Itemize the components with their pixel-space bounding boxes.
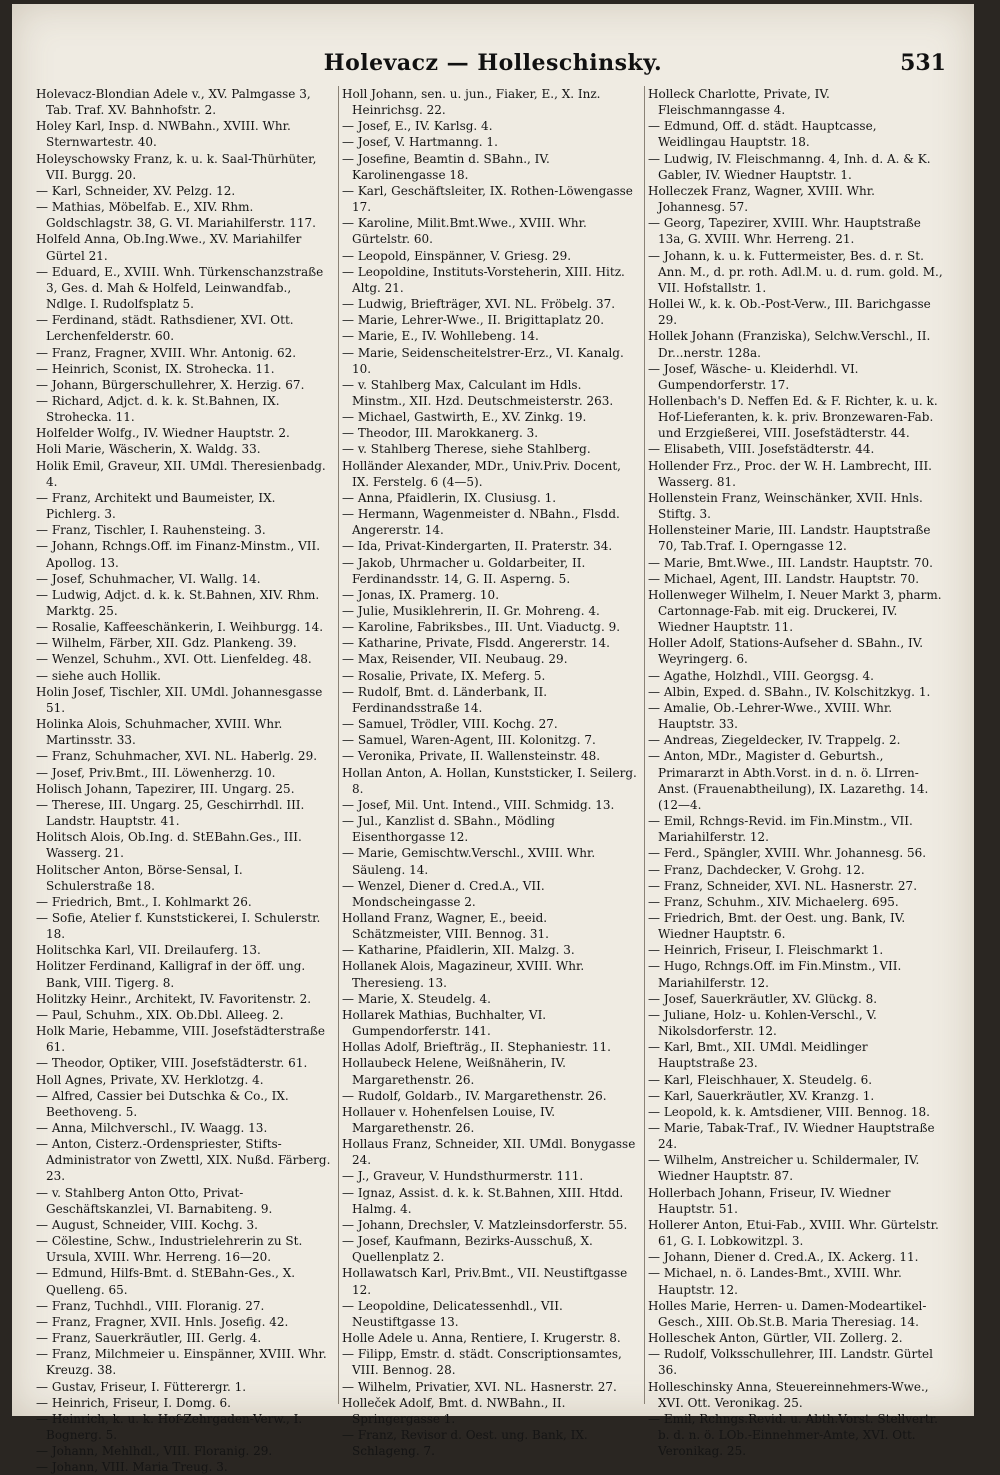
page-title: Holevacz — Holleschinsky.: [323, 50, 663, 76]
directory-entry: Holfeld Anna, Ob.Ing.Wwe., XV. Mariahilfer Gürtel 21.: [36, 232, 302, 263]
directory-entry: — Franz, Architekt und Baumeister, IX. Pichlerg. 3.: [36, 490, 276, 522]
directory-entry: Hollan Anton, A. Hollan, Kunststicker, I. Seilerg. 8.: [342, 765, 637, 796]
directory-entry: — Michael, Gastwirth, E., XV. Zinkg. 19.: [342, 410, 587, 425]
directory-entry: — Johann, Diener d. Cred.A., IX. Ackerg. 11.: [648, 1250, 919, 1265]
directory-entry: Holinka Alois, Schuhmacher, XVIII. Whr. Martinsstr. 33.: [36, 717, 283, 748]
directory-entry: Holey Karl, Insp. d. NWBahn., XVIII. Whr. Sternwartestr. 40.: [36, 119, 291, 150]
directory-entry: — Josef, Sauerkräutler, XV. Glückg. 8.: [648, 991, 878, 1006]
directory-entry: Holitsch Alois, Ob.Ing. d. StEBahn.Ges., III. Wasserg. 21.: [36, 830, 302, 861]
directory-entry: — Mathias, Möbelfab. E., XIV. Rhm. Goldschlagstr. 38, G. VI. Mariahilferstr. 117.: [36, 200, 316, 231]
page-number: 531: [900, 50, 946, 76]
directory-entry: — Johann, Drechsler, V. Matzleinsdorferstr. 55.: [342, 1217, 628, 1232]
page-header: [12, 50, 974, 80]
directory-entry: — Leopoldine, Delicatessenhdl., VII. Neustiftgasse 13.: [342, 1298, 563, 1329]
directory-entry: — Wilhelm, Privatier, XVI. NL. Hasnerstr. 27.: [342, 1379, 617, 1394]
directory-entry: — Johann, Bürgerschullehrer, X. Herzig. 67.: [36, 377, 305, 392]
directory-entry: Hollenstein Franz, Weinschänker, XVII. Hnls. Stiftg. 3.: [648, 490, 923, 522]
directory-entry: — Karoline, Milit.Bmt.Wwe., XVIII. Whr. Gürtelstr. 60.: [342, 216, 587, 247]
directory-entry: — Amalie, Ob.-Lehrer-Wwe., XVIII. Whr. Hauptstr. 33.: [648, 700, 893, 732]
directory-entry: — Leopold, Einspänner, V. Griesg. 29.: [342, 248, 572, 263]
directory-entry: — J., Graveur, V. Hundsthurmerstr. 111.: [342, 1169, 584, 1184]
directory-entry: — Franz, Tuchhdl., VIII. Floranig. 27.: [36, 1298, 265, 1313]
directory-entry: — Jul., Kanzlist d. SBahn., Mödling Eisenthorgasse 12.: [342, 814, 555, 845]
directory-entry: Holevacz-Blondian Adele v., XV. Palmgasse 3, Tab. Traf. XV. Bahnhofstr. 2.: [36, 87, 311, 118]
directory-entry: Holleczek Franz, Wagner, XVIII. Whr. Johannesg. 57.: [648, 183, 875, 215]
directory-entry: — Heinrich, Sconist, IX. Strohecka. 11.: [36, 361, 275, 376]
directory-entry: — Heinrich, k. u. k. Hof-Zehrgaden-Verw., I. Bognerg. 5.: [36, 1411, 303, 1442]
directory-entry: — Johann, VIII. Maria Treug. 3.: [36, 1460, 228, 1475]
directory-entry: Holik Emil, Graveur, XII. UMdl. Theresienbadg. 4.: [36, 458, 326, 489]
directory-entry: — Anton, Cisterz.-Ordenspriester, Stifts-Administrator von Zwettl, XIX. Nußd. Färberg. 23.: [36, 1137, 331, 1184]
directory-entry: — Josef, Priv.Bmt., III. Löwenherzg. 10.: [36, 765, 276, 780]
directory-entry: Holleschek Anton, Gürtler, VII. Zollerg. 2.: [648, 1331, 903, 1346]
directory-entry: — Albin, Exped. d. SBahn., IV. Kolschitzkyg. 1.: [648, 684, 931, 699]
directory-entry: Holle Adele u. Anna, Rentiere, I. Krugerstr. 8.: [342, 1331, 621, 1346]
directory-entry: — Julie, Musiklehrerin, II. Gr. Mohreng. 4.: [342, 604, 600, 618]
directory-entry: Holleschinsky Anna, Steuereinnehmers-Wwe., XVI. Ott. Veronikag. 25.: [648, 1379, 929, 1410]
directory-entry: Hollenbach's D. Neffen Ed. & F. Richter, k. u. k. Hof-Lieferanten, k. k. priv. Bronzewaren-Fab. und Erzgießerei, VIII. Josefstädterstr. 44.: [648, 393, 938, 441]
directory-entry: — Samuel, Waren-Agent, III. Kolonitzg. 7.: [342, 733, 596, 748]
directory-entry: — Alfred, Cassier bei Dutschka & Co., IX. Beethoveng. 5.: [36, 1088, 289, 1119]
directory-entry: Hollanek Alois, Magazineur, XVIII. Whr. Theresieng. 13.: [342, 959, 585, 990]
directory-entry: Holin Josef, Tischler, XII. UMdl. Johannesgasse 51.: [36, 684, 323, 715]
directory-entry: — Franz, Schneider, XVI. NL. Hasnerstr. 27.: [648, 878, 918, 893]
directory-entry: — Ignaz, Assist. d. k. k. St.Bahnen, XIII. Htdd. Halmg. 4.: [342, 1185, 624, 1216]
directory-entry: — Leopold, k. k. Amtsdiener, VIII. Bennog. 18.: [648, 1104, 930, 1119]
directory-entry: — v. Stahlberg Therese, siehe Stahlberg.: [342, 442, 591, 457]
directory-entry: Holitscher Anton, Börse-Sensal, I. Schulerstraße 18.: [36, 862, 243, 893]
directory-entry: — Johann, Mehlhdl., VIII. Floranig. 29.: [36, 1444, 273, 1459]
directory-entry: — Anna, Pfaidlerin, IX. Clusiusg. 1.: [342, 490, 557, 505]
directory-entry: — Georg, Tapezirer, XVIII. Whr. Hauptstraße 13a, G. XVIII. Whr. Herreng. 21.: [648, 216, 921, 247]
directory-entry: — Emil, Rchngs.Revid. u. Abth.Vorst. Stellvertr. b. d. n. ö. LOb.-Einnehmer-Amte, XVI. Ott. Veronikag. 25.: [648, 1411, 938, 1459]
directory-entry: — Anna, Milchverschl., IV. Waagg. 13.: [36, 1121, 268, 1135]
directory-entry: — Wenzel, Schuhm., XVI. Ott. Lienfeldeg. 48.: [36, 652, 312, 667]
directory-entry: Holl Agnes, Private, XV. Herklotzg. 4.: [36, 1072, 264, 1087]
directory-entry: — Rudolf, Volksschullehrer, III. Landstr. Gürtel 36.: [648, 1347, 933, 1378]
directory-entry: Hollauer v. Hohenfelsen Louise, IV. Margarethenstr. 26.: [342, 1104, 556, 1135]
directory-entry: — Jakob, Uhrmacher u. Goldarbeiter, II. Ferdinandsstr. 14, G. II. Asperng. 5.: [342, 555, 586, 586]
directory-entry: — Franz, Sauerkräutler, III. Gerlg. 4.: [36, 1331, 262, 1346]
directory-entry: — Agathe, Holzhdl., VIII. Georgsg. 4.: [648, 668, 874, 683]
directory-entry: Holländer Alexander, MDr., Univ.Priv. Docent, IX. Ferstelg. 6 (4—5).: [342, 458, 621, 489]
directory-entry: — Friedrich, Bmt., I. Kohlmarkt 26.: [36, 894, 252, 909]
directory-entry: — Josef, Kaufmann, Bezirks-Ausschuß, X. Quellenplatz 2.: [342, 1234, 593, 1265]
directory-entry: Hollaus Franz, Schneider, XII. UMdl. Bonygasse 24.: [342, 1137, 636, 1168]
directory-entry: Holeyschowsky Franz, k. u. k. Saal-Thürhüter, VII. Burgg. 20.: [36, 151, 317, 182]
directory-entry: — Franz, Tischler, I. Rauhensteing. 3.: [36, 523, 266, 538]
directory-entry: — Franz, Dachdecker, V. Grohg. 12.: [648, 862, 865, 877]
directory-entry: — Filipp, Emstr. d. städt. Conscriptionsamtes, VIII. Bennog. 28.: [342, 1347, 622, 1378]
directory-entry: — Wenzel, Diener d. Cred.A., VII. Mondscheingasse 2.: [342, 878, 545, 909]
directory-entry: Hollei W., k. k. Ob.-Post-Verw., III. Barichgasse 29.: [648, 297, 931, 328]
directory-entry: — Leopoldine, Instituts-Vorsteherin, XIII. Hitz. Altg. 21.: [342, 264, 625, 295]
directory-entry: — Edmund, Hilfs-Bmt. d. StEBahn-Ges., X. Quelleng. 65.: [36, 1266, 296, 1297]
directory-entry: Holles Marie, Herren- u. Damen-Modeartikel-Gesch., XIII. Ob.St.B. Maria Theresiag. 14.: [648, 1298, 927, 1329]
directory-entry: — Katharine, Private, Flsdd. Angererstr. 14.: [342, 636, 610, 651]
directory-entry: Holitzky Heinr., Architekt, IV. Favoritenstr. 2.: [36, 991, 312, 1006]
directory-entry: Hollaubeck Helene, Weißnäherin, IV. Margarethenstr. 26.: [342, 1056, 566, 1087]
directory-entry: — Karl, Bmt., XII. UMdl. Meidlinger Hauptstraße 23.: [648, 1040, 868, 1071]
directory-entry: — Juliane, Holz- u. Kohlen-Verschl., V. Nikolsdorferstr. 12.: [648, 1007, 877, 1039]
directory-entry: — Ludwig, Adjct. d. k. k. St.Bahnen, XIV. Rhm. Marktg. 25.: [36, 587, 320, 618]
directory-entry: — Rosalie, Kaffeeschänkerin, I. Weihburgg. 14.: [36, 620, 324, 635]
directory-entry: — Wilhelm, Färber, XII. Gdz. Plankeng. 39.: [36, 636, 297, 651]
column-2: [342, 86, 638, 1459]
directory-entry: — Johann, Rchngs.Off. im Finanz-Minstm., VII. Apollog. 13.: [36, 539, 321, 570]
directory-entry: — Theodor, Optiker, VIII. Josefstädterstr. 61.: [36, 1056, 308, 1071]
directory-entry: — Josef, E., IV. Karlsg. 4.: [342, 119, 493, 134]
directory-entry: Holfelder Wolfg., IV. Wiedner Hauptstr. 2.: [36, 426, 290, 441]
directory-entry: — Marie, Tabak-Traf., IV. Wiedner Hauptstraße 24.: [648, 1121, 935, 1152]
column-1: [36, 86, 332, 1475]
directory-entry: — Michael, n. ö. Landes-Bmt., XVIII. Whr. Hauptstr. 12.: [648, 1266, 902, 1297]
directory-entry: — Josef, Wäsche- u. Kleiderhdl. VI. Gumpendorferstr. 17.: [648, 361, 859, 392]
directory-entry: — Edmund, Off. d. städt. Hauptcasse, Weidlingau Hauptstr. 18.: [648, 119, 877, 150]
column-3: [648, 86, 944, 1459]
directory-entry: — Ida, Privat-Kindergarten, II. Praterstr. 34.: [342, 539, 613, 554]
directory-entry: — Ludwig, IV. Fleischmanng. 4, Inh. d. A. & K. Gabler, IV. Wiedner Hauptstr. 1.: [648, 151, 931, 182]
directory-entry: — Samuel, Trödler, VIII. Kochg. 27.: [342, 717, 558, 732]
directory-entry: — Ferd., Spängler, XVIII. Whr. Johannesg. 56.: [648, 846, 927, 861]
directory-entry: — Richard, Adjct. d. k. k. St.Bahnen, IX. Strohecka. 11.: [36, 393, 280, 425]
directory-entry: — Michael, Agent, III. Landstr. Hauptstr. 70.: [648, 571, 920, 586]
directory-entry: — Ludwig, Briefträger, XVI. NL. Fröbelg. 37.: [342, 297, 616, 312]
directory-entry: — Heinrich, Friseur, I. Fleischmarkt 1.: [648, 943, 884, 958]
directory-entry: — Marie, Seidenscheitelstrer-Erz., VI. Kanalg. 10.: [342, 345, 624, 376]
directory-entry: Hollarek Mathias, Buchhalter, VI. Gumpendorferstr. 141.: [342, 1007, 547, 1039]
directory-entry: — Cölestine, Schw., Industrielehrerin zu St. Ursula, XVIII. Whr. Herreng. 16—20.: [36, 1234, 303, 1265]
directory-entry: Holl Johann, sen. u. jun., Fiaker, E., X. Inz. Heinrichsg. 22.: [342, 87, 601, 118]
directory-entry: — Wilhelm, Anstreicher u. Schildermaler, IV. Wiedner Hauptstr. 87.: [648, 1153, 920, 1184]
directory-entry: — Rudolf, Goldarb., IV. Margarethenstr. 26.: [342, 1088, 607, 1103]
directory-entry: — Franz, Fragner, XVIII. Whr. Antonig. 62.: [36, 345, 297, 360]
directory-entry: — Therese, III. Ungarg. 25, Geschirrhdl. III. Landstr. Hauptstr. 41.: [36, 797, 305, 829]
directory-entry: — Karl, Schneider, XV. Pelzg. 12.: [36, 183, 236, 198]
directory-entry: — Josef, Mil. Unt. Intend., VIII. Schmidg. 13.: [342, 797, 615, 812]
directory-entry: — Franz, Revisor d. Oest. ung. Bank, IX. Schlageng. 7.: [342, 1427, 588, 1459]
directory-entry: — Marie, Bmt.Wwe., III. Landstr. Hauptstr. 70.: [648, 555, 933, 570]
directory-entry: — Josefine, Beamtin d. SBahn., IV. Karolinengasse 18.: [342, 151, 550, 182]
directory-entry: — Josef, V. Hartmanng. 1.: [342, 135, 498, 150]
directory-entry: — Marie, Gemischtw.Verschl., XVIII. Whr. Säuleng. 14.: [342, 846, 596, 877]
directory-entry: Holler Adolf, Stations-Aufseher d. SBahn., IV. Weyringerg. 6.: [648, 636, 924, 667]
directory-entry: — Karl, Fleischhauer, X. Steudelg. 6.: [648, 1072, 873, 1087]
directory-entry: — v. Stahlberg Anton Otto, Privat-Geschäftskanzlei, VI. Barnabiteng. 9.: [36, 1185, 273, 1216]
directory-entry: — August, Schneider, VIII. Kochg. 3.: [36, 1217, 258, 1232]
column-divider: [644, 86, 645, 1404]
directory-entry: — Franz, Schuhm., XIV. Michaelerg. 695.: [648, 894, 899, 909]
directory-entry: Holisch Johann, Tapezirer, III. Ungarg. 25.: [36, 781, 295, 796]
directory-entry: — Ferdinand, städt. Rathsdiener, XVI. Ott. Lerchenfelderstr. 60.: [36, 313, 294, 344]
directory-entry: Holitschka Karl, VII. Dreilauferg. 13.: [36, 943, 261, 958]
directory-entry: — Katharine, Pfaidlerin, XII. Malzg. 3.: [342, 943, 575, 958]
directory-entry: Hollerbach Johann, Friseur, IV. Wiedner Hauptstr. 51.: [648, 1185, 891, 1216]
directory-entry: — Marie, E., IV. Wohllebeng. 14.: [342, 329, 539, 344]
directory-entry: — Karl, Geschäftsleiter, IX. Rothen-Löwengasse 17.: [342, 183, 633, 215]
directory-entry: — Hugo, Rchngs.Off. im Fin.Minstm., VII. Mariahilferstr. 12.: [648, 959, 902, 990]
column-divider: [338, 86, 339, 1404]
directory-entry: Hollender Frz., Proc. der W. H. Lambrecht, III. Wasserg. 81.: [648, 458, 932, 489]
directory-entry: Holleck Charlotte, Private, IV. Fleischmanngasse 4.: [648, 87, 830, 118]
directory-entry: — Rudolf, Bmt. d. Länderbank, II. Ferdinandsstraße 14.: [342, 684, 548, 715]
directory-entry: — Franz, Fragner, XVII. Hnls. Josefig. 42.: [36, 1314, 289, 1329]
directory-entry: — Emil, Rchngs-Revid. im Fin.Minstm., VII. Mariahilferstr. 12.: [648, 814, 913, 845]
directory-entry: — Max, Reisender, VII. Neubaug. 29.: [342, 652, 568, 667]
directory-entry: Holleček Adolf, Bmt. d. NWBahn., II. Springergasse 1.: [342, 1395, 566, 1426]
directory-entry: — Heinrich, Friseur, I. Domg. 6.: [36, 1395, 231, 1410]
directory-entry: — Theodor, III. Marokkanerg. 3.: [342, 426, 539, 441]
directory-entry: — Gustav, Friseur, I. Fütterergr. 1.: [36, 1379, 247, 1394]
directory-entry: — Johann, k. u. k. Futtermeister, Bes. d. r. St. Ann. M., d. pr. roth. Adl.M. u. d. rum. gold. M., VII. Hofstallstr. 1.: [648, 248, 943, 295]
directory-entry: — Karoline, Fabriksbes., III. Unt. Viaductg. 9.: [342, 620, 621, 635]
directory-entry: Hollek Johann (Franziska), Selchw.Verschl., II. Dr...nerstr. 128a.: [648, 329, 931, 360]
directory-entry: — Marie, X. Steudelg. 4.: [342, 991, 491, 1006]
directory-entry: — Karl, Sauerkräutler, XV. Kranzg. 1.: [648, 1088, 875, 1103]
directory-page: [12, 4, 974, 1475]
directory-entry: — Josef, Schuhmacher, VI. Wallg. 14.: [36, 571, 261, 586]
directory-entry: — Paul, Schuhm., XIX. Ob.Dbl. Alleeg. 2.: [36, 1007, 284, 1022]
directory-entry: Holland Franz, Wagner, E., beeid. Schätzmeister, VIII. Bennog. 31.: [342, 910, 549, 942]
directory-entry: — Sofie, Atelier f. Kunststickerei, I. Schulerstr. 18.: [36, 910, 321, 942]
directory-entry: — Jonas, IX. Pramerg. 10.: [342, 587, 500, 602]
directory-entry: Hollensteiner Marie, III. Landstr. Hauptstraße 70, Tab.Traf. I. Operngasse 12.: [648, 523, 931, 554]
directory-entry: — Friedrich, Bmt. der Oest. ung. Bank, IV. Wiedner Hauptstr. 6.: [648, 910, 906, 942]
directory-entry: — Rosalie, Private, IX. Meferg. 5.: [342, 668, 546, 683]
directory-entry: — Veronika, Private, II. Wallensteinstr. 48.: [342, 749, 601, 764]
directory-entry: Hollas Adolf, Briefträg., II. Stephaniestr. 11.: [342, 1040, 611, 1055]
directory-entry: Hollawatsch Karl, Priv.Bmt., VII. Neustiftgasse 12.: [342, 1266, 628, 1297]
directory-entry: — Eduard, E., XVIII. Wnh. Türkenschanzstraße 3, Ges. d. Mah & Holfeld, Leinwandfab., Ndlge. I. Rudolfsplatz 5.: [36, 264, 324, 312]
directory-entry: Holi Marie, Wäscherin, X. Waldg. 33.: [36, 442, 261, 457]
directory-entry: Hollenweger Wilhelm, I. Neuer Markt 3, pharm. Cartonnage-Fab. mit eig. Druckerei, IV. Wiedner Hauptstr. 11.: [648, 587, 942, 635]
directory-entry: — Franz, Milchmeier u. Einspänner, XVIII. Whr. Kreuzg. 38.: [36, 1347, 327, 1378]
directory-entry: — Andreas, Ziegeldecker, IV. Trappelg. 2.: [648, 733, 901, 748]
directory-entry: — Franz, Schuhmacher, XVI. NL. Haberlg. 29.: [36, 749, 318, 764]
directory-entry: — Hermann, Wagenmeister d. NBahn., Flsdd. Angererstr. 14.: [342, 507, 620, 538]
directory-entry: — siehe auch Hollik.: [36, 668, 161, 683]
directory-entry: — Anton, MDr., Magister d. Geburtsh., Primararzt in Abth.Vorst. in d. n. ö. LIrren-Anst. (Frauenabtheilung), IX. Lazarethg. 14. (12—4.: [648, 749, 929, 812]
directory-entry: — Elisabeth, VIII. Josefstädterstr. 44.: [648, 442, 875, 457]
directory-entry: Holitzer Ferdinand, Kalligraf in der öff. ung. Bank, VIII. Tigerg. 8.: [36, 959, 306, 990]
directory-entry: Holk Marie, Hebamme, VIII. Josefstädterstraße 61.: [36, 1024, 325, 1055]
directory-entry: — Marie, Lehrer-Wwe., II. Brigittaplatz 20.: [342, 313, 605, 328]
directory-entry: — v. Stahlberg Max, Calculant im Hdls. Minstm., XII. Hzd. Deutschmeisterstr. 263.: [342, 377, 614, 408]
directory-entry: Hollerer Anton, Etui-Fab., XVIII. Whr. Gürtelstr. 61, G. I. Lobkowitzpl. 3.: [648, 1217, 939, 1249]
